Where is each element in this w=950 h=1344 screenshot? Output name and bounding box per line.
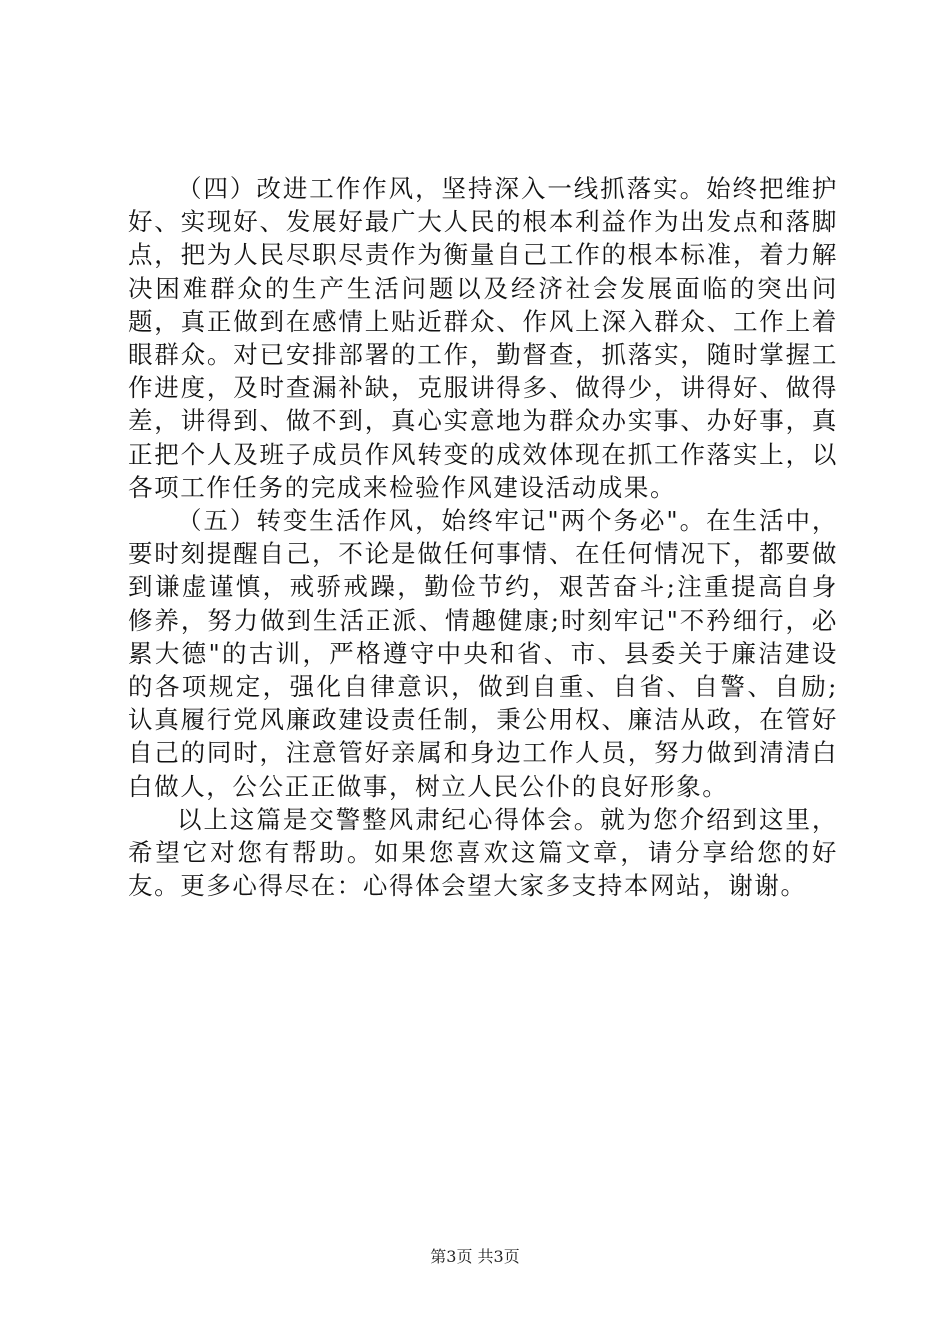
document-body bbox=[128, 172, 838, 902]
paragraph-life-style: （五）转变生活作风，始终牢记"两个务必"。在生活中，要时刻提醒自己，不论是做任何事情、在任何情况下，都要做到谦虚谨慎，戒骄戒躁，勤俭节约，艰苦奋斗;注重提高自身修养，努力做到生活正派、情趣健康;时刻牢记"不矜细行，必累大德"的古训，严格遵守中央和省、市、县委关于廉洁建设的各项规定，强化自律意识，做到自重、自省、自警、自励;认真履行党风廉政建设责任制，秉公用权、廉洁从政，在管好自己的同时，注意管好亲属和身边工作人员，努力做到清清白白做人，公公正正做事，树立人民公仆的良好形象。 bbox=[128, 506, 838, 801]
paragraph-work-style: （四）改进工作作风，坚持深入一线抓落实。始终把维护好、实现好、发展好最广大人民的根本利益作为出发点和落脚点，把为人民尽职尽责作为衡量自己工作的根本标准，着力解决困难群众的生产生活问题以及经济社会发展面临的突出问题，真正做到在感情上贴近群众、作风上深入群众、工作上着眼群众。对已安排部署的工作，勤督查，抓落实，随时掌握工作进度，及时查漏补缺，克服讲得多、做得少，讲得好、做得差，讲得到、做不到，真心实意地为群众办实事、办好事，真正把个人及班子成员作风转变的成效体现在抓工作落实上，以各项工作任务的完成来检验作风建设活动成果。 bbox=[128, 174, 838, 502]
paragraph-closing: 以上这篇是交警整风肃纪心得体会。就为您介绍到这里，希望它对您有帮助。如果您喜欢这篇文章，请分享给您的好友。更多心得尽在：心得体会望大家多支持本网站，谢谢。 bbox=[128, 804, 838, 901]
page-number-footer: 第3页 共3页 bbox=[430, 1247, 520, 1266]
